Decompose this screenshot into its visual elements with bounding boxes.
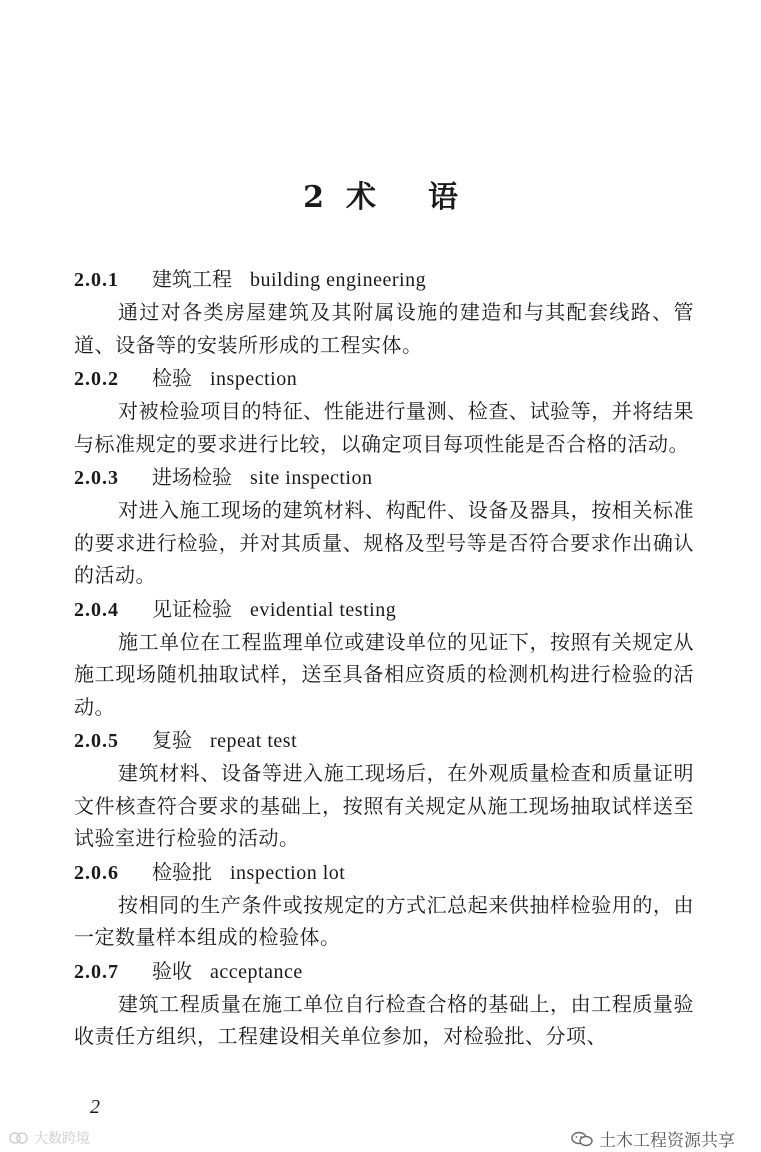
term-heading (74, 954, 694, 988)
watermark-logo-icon (8, 1131, 30, 1145)
term-chinese: 进场检验 (152, 465, 232, 489)
term-heading (74, 855, 694, 889)
term-entry (74, 855, 694, 954)
term-definition: 通过对各类房屋建筑及其附属设施的建造和与其配套线路、管道、设备等的安装所形成的工程实体。 (74, 300, 694, 357)
term-entry (74, 723, 694, 855)
term-entry (74, 592, 694, 724)
term-english: acceptance (210, 960, 303, 983)
term-heading (74, 262, 694, 296)
chapter-title-char-2: 语 (427, 180, 458, 215)
term-chinese: 检验 (152, 366, 192, 390)
chapter-title-char-1: 术 (345, 180, 376, 215)
term-chinese: 检验批 (152, 859, 212, 884)
chapter-title (0, 172, 761, 216)
terms-list (74, 262, 694, 1053)
term-english: inspection lot (230, 861, 346, 884)
watermark-text: 土木工程资源共享 (599, 1131, 735, 1151)
term-english: evidential testing (250, 598, 397, 621)
wechat-watermark (571, 1126, 735, 1151)
term-entry (74, 460, 694, 592)
term-number: 2.0.4 (74, 598, 119, 621)
term-definition: 对进入施工现场的建筑材料、构配件、设备及器具，按相关标准的要求进行检验，并对其质量、规格及型号等是否符合要求作出确认的活动。 (74, 498, 694, 587)
wechat-icon (571, 1131, 593, 1147)
term-chinese: 验收 (152, 958, 192, 983)
term-number: 2.0.6 (74, 861, 119, 884)
chapter-number: 2 (303, 180, 324, 215)
term-heading (74, 592, 694, 626)
corner-watermark (8, 1128, 90, 1148)
term-english: repeat test (210, 730, 298, 752)
term-number: 2.0.5 (74, 730, 119, 752)
term-entry (74, 262, 694, 361)
term-chinese: 见证检验 (152, 596, 232, 621)
term-definition: 施工单位在工程监理单位或建设单位的见证下，按照有关规定从施工现场随机抽取试样，送至具备相应资质的检测机构进行检验的活动。 (74, 629, 694, 719)
term-definition: 对被检验项目的特征、性能进行量测、检查、试验等，并将结果与标准规定的要求进行比较，以确定项目每项性能是否合格的活动。 (74, 399, 694, 456)
term-number: 2.0.1 (74, 269, 119, 291)
term-definition: 建筑工程质量在施工单位自行检查合格的基础上，由工程质量验收责任方组织，工程建设相关单位参加，对检验批、分项、 (74, 991, 694, 1048)
term-chinese: 复验 (152, 728, 192, 752)
term-entry (74, 954, 694, 1053)
term-entry (74, 361, 694, 460)
term-heading (74, 460, 694, 494)
page-number: 2 (90, 1096, 100, 1118)
term-number: 2.0.3 (74, 467, 119, 489)
term-english: building engineering (250, 269, 427, 291)
term-english: inspection (210, 368, 298, 390)
term-heading (74, 361, 694, 395)
term-chinese: 建筑工程 (152, 267, 232, 291)
term-heading (74, 723, 694, 757)
term-number: 2.0.7 (74, 960, 119, 983)
term-definition: 建筑材料、设备等进入施工现场后，在外观质量检查和质量证明文件核查符合要求的基础上，按照有关规定从施工现场抽取试样送至试验室进行检验的活动。 (74, 761, 694, 850)
term-definition: 按相同的生产条件或按规定的方式汇总起来供抽样检验用的，由一定数量样本组成的检验体。 (74, 892, 694, 949)
term-english: site inspection (250, 467, 373, 489)
corner-watermark-text: 大数跨境 (34, 1131, 90, 1147)
term-number: 2.0.2 (74, 368, 119, 390)
